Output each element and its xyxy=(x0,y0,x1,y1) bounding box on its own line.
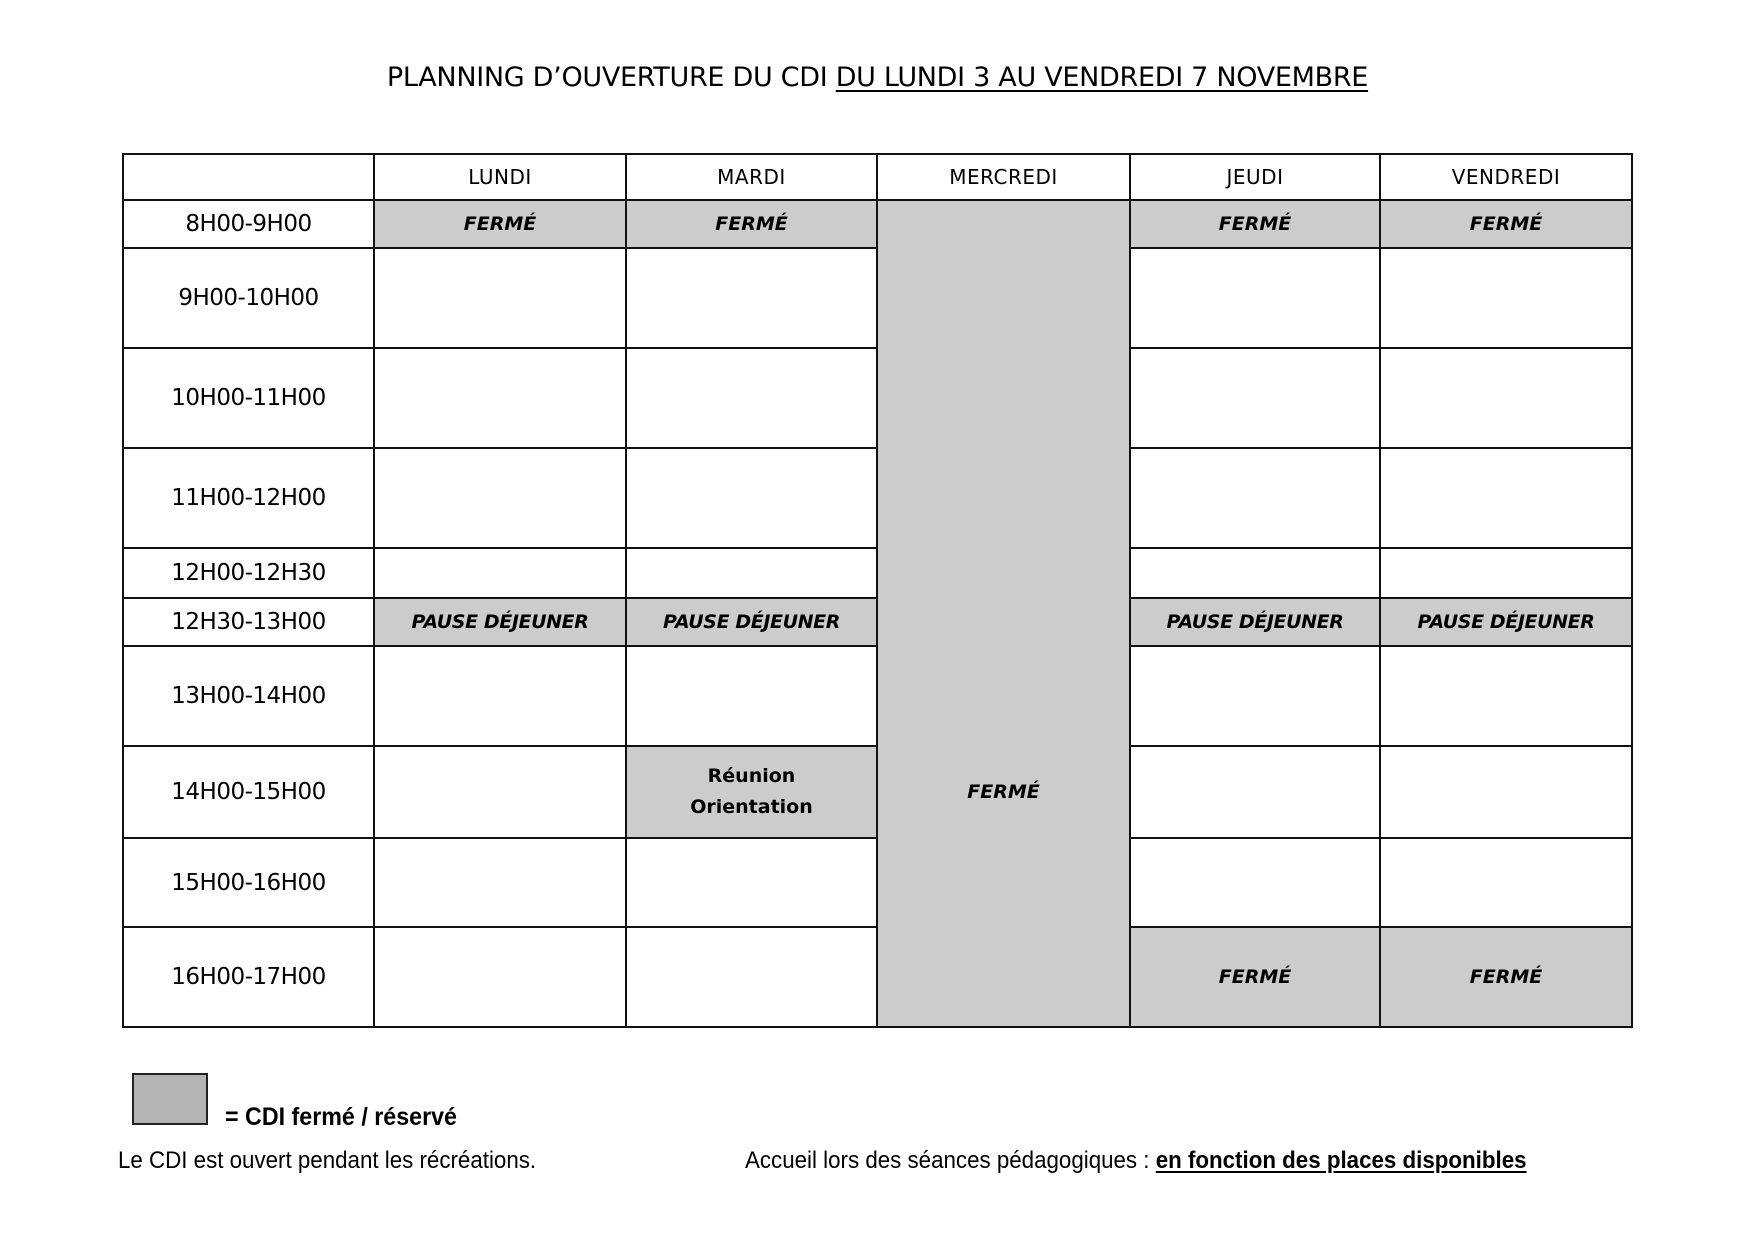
cell-open xyxy=(1380,548,1632,598)
day-header-lundi: LUNDI xyxy=(374,154,626,200)
cell-open xyxy=(1380,248,1632,348)
cell-closed xyxy=(1130,927,1380,1027)
closed-label: FERMÉ xyxy=(715,213,788,235)
sessions-note-emphasis: en fonction des places disponibles xyxy=(1155,1147,1527,1174)
cell-lunch xyxy=(374,598,626,646)
time-slot: 15H00-16H00 xyxy=(123,838,374,927)
day-header-mercredi: MERCREDI xyxy=(877,154,1130,200)
cell-open xyxy=(1130,348,1380,448)
time-slot: 12H30-13H00 xyxy=(123,598,374,646)
closed-label: FERMÉ xyxy=(1469,966,1543,988)
cell-closed xyxy=(1380,200,1632,248)
cell-open xyxy=(1130,448,1380,548)
legend-text: = CDI fermé / réservé xyxy=(225,1103,457,1131)
time-slot: 12H00-12H30 xyxy=(123,548,374,598)
cell-open xyxy=(374,248,626,348)
cell-open xyxy=(626,348,877,448)
sessions-note xyxy=(745,1147,1527,1175)
cell-open xyxy=(374,646,626,746)
cell-open xyxy=(626,838,877,927)
cell-open xyxy=(626,548,877,598)
time-slot: 16H00-17H00 xyxy=(123,927,374,1027)
cell-open xyxy=(374,927,626,1027)
closed-label: FERMÉ xyxy=(967,780,1040,803)
closed-label: FERMÉ xyxy=(1469,213,1543,235)
cell-open xyxy=(1130,548,1380,598)
cell-open xyxy=(1130,746,1380,838)
cell-closed xyxy=(1380,927,1632,1027)
cell-open xyxy=(626,927,877,1027)
cell-open xyxy=(374,838,626,927)
time-slot: 8H00-9H00 xyxy=(123,200,374,248)
cell-lunch xyxy=(1130,598,1380,646)
cell-open xyxy=(626,646,877,746)
lunch-label: PAUSE DÉJEUNER xyxy=(663,611,840,633)
cell-closed xyxy=(374,200,626,248)
cell-meeting xyxy=(626,746,877,838)
opening-schedule-table xyxy=(122,153,1633,1028)
cell-closed xyxy=(626,200,877,248)
cell-open xyxy=(1130,838,1380,927)
table-row xyxy=(123,200,1632,248)
cell-open xyxy=(626,448,877,548)
closed-label: FERMÉ xyxy=(463,213,537,235)
cell-open xyxy=(1130,646,1380,746)
cell-open xyxy=(374,746,626,838)
time-slot: 11H00-12H00 xyxy=(123,448,374,548)
sessions-note-prefix: Accueil lors des séances pédagogiques : xyxy=(745,1147,1156,1174)
cell-lunch xyxy=(626,598,877,646)
closed-label: FERMÉ xyxy=(1218,966,1292,988)
lunch-label: PAUSE DÉJEUNER xyxy=(411,611,589,633)
lunch-label: PAUSE DÉJEUNER xyxy=(1417,611,1595,633)
time-slot: 14H00-15H00 xyxy=(123,746,374,838)
header-row xyxy=(123,154,1632,200)
lunch-label: PAUSE DÉJEUNER xyxy=(1166,611,1344,633)
cell-open xyxy=(1380,448,1632,548)
cell-open xyxy=(1380,838,1632,927)
cell-open xyxy=(374,348,626,448)
time-slot: 9H00-10H00 xyxy=(123,248,374,348)
cell-open xyxy=(1130,248,1380,348)
time-slot: 10H00-11H00 xyxy=(123,348,374,448)
meeting-label-line1: Réunion xyxy=(707,765,796,787)
cell-open xyxy=(626,248,877,348)
closed-label: FERMÉ xyxy=(1218,213,1292,235)
corner-cell xyxy=(123,154,374,200)
cell-lunch xyxy=(1380,598,1632,646)
cell-open xyxy=(1380,746,1632,838)
cell-open xyxy=(374,448,626,548)
cell-open xyxy=(1380,646,1632,746)
legend-swatch xyxy=(132,1073,208,1125)
meeting-label-line2: Orientation xyxy=(690,796,813,818)
page-title xyxy=(0,62,1755,93)
recess-note: Le CDI est ouvert pendant les récréations. xyxy=(118,1147,537,1174)
cell-open xyxy=(374,548,626,598)
time-slot: 13H00-14H00 xyxy=(123,646,374,746)
title-dates: DU LUNDI 3 AU VENDREDI 7 NOVEMBRE xyxy=(835,62,1369,93)
cell-mercredi-closed xyxy=(877,200,1130,1027)
day-header-vendredi: VENDREDI xyxy=(1380,154,1632,200)
title-prefix: PLANNING D’OUVERTURE DU CDI xyxy=(386,62,836,93)
day-header-mardi: MARDI xyxy=(626,154,877,200)
day-header-jeudi: JEUDI xyxy=(1130,154,1380,200)
cell-closed xyxy=(1130,200,1380,248)
cell-open xyxy=(1380,348,1632,448)
